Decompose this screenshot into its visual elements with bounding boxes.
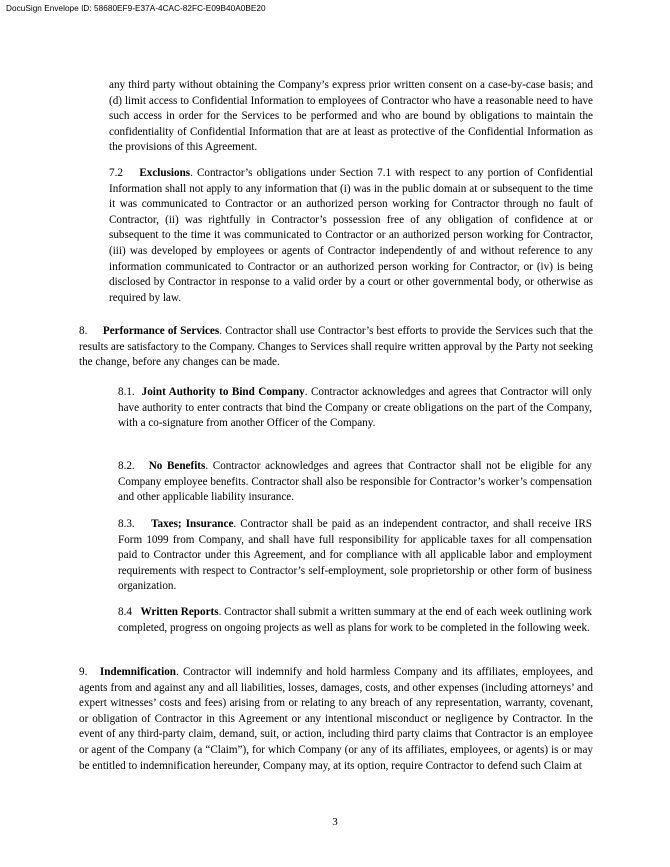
section-number: 8.3. [118,518,135,530]
paragraph-8-4-written-reports [118,605,592,636]
paragraph-8-3-taxes-insurance [118,517,592,595]
paragraph-text: . Contractor shall be paid as an independent contractor, and shall receive IRS Form 1099 from Company, and shall have full responsibility for applicable taxes for all compensation paid to Contractor under this Agreement, and for compliance with all applicable labor and employment requirements with respect to Contractor’s self-employment, sole proprietorship or other form of business organization. [118,518,592,593]
paragraph-text: . Contractor will indemnify and hold harmless Company and its affiliates, employees, and agents from and against any and all liabilities, losses, damages, costs, and other expenses (including attorneys’ and expert witnesses’ costs and fees) arising from or relating to any breach of any representation, warranty, covenant, or obligation of Contractor in this Agreement or any intentional misconduct or negligence by Contractor. In the event of any third-party claim, demand, suit, or action, including third party claims that Contractor is an employee or agent of the Company (a “Claim”), for which Company (or any of its affiliates, employees, or agents) is or may be entitled to indemnification hereunder, Company may, at its option, require Contractor to defend such Claim at [79,666,594,772]
paragraph-9-indemnification [79,665,593,774]
section-heading: Written Reports [140,606,219,618]
paragraph-text: . Contractor acknowledges and agrees that Contractor shall not be eligible for any Company employee benefits. Contractor shall also be responsible for Contractor’s worker’s compensation and other applicable liability insurance. [118,460,592,504]
paragraph-7-1-continuation [109,78,593,156]
page-number: 3 [332,816,338,828]
paragraph-text: . Contractor shall submit a written summary at the end of each week outlining work completed, progress on ongoing projects as well as plans for work to be completed in the following week. [118,606,593,634]
section-heading: Indemnification [99,666,176,678]
section-heading: Exclusions [139,167,191,179]
section-number: 9. [79,666,88,678]
section-heading: Performance of Services [102,325,220,337]
paragraph-text: any third party without obtaining the Company’s express prior written consent on a case-by-case basis; and (d) limit access to Confidential Information to employees of Contractor who have a reasonable need to have such access in order for the Services to be performed and who are bound by obligations to maintain the confidentiality of Confidential Information that are at least as protective of the Confidential Information as the provisions of this Agreement. [109,79,593,154]
section-number: 7.2 [109,167,123,179]
paragraph-8-performance-of-services [79,324,593,371]
section-number: 8.1. [118,386,135,398]
section-heading: Joint Authority to Bind Company [141,386,305,398]
section-number: 8. [79,325,88,337]
section-heading: No Benefits [148,460,206,472]
section-heading: Taxes; Insurance [151,518,234,530]
paragraph-8-1-joint-authority [118,385,592,432]
paragraph-text: . Contractor’s obligations under Section 7.1 with respect to any portion of Confidential Information shall not apply to any information that (i) was in the public domain at or subsequent to the time it was communicated to Contractor or an authorized person working for Contractor through no fault of Contractor, (ii) was rightfully in Contractor’s possession free of any obligation of confidence at or subsequent to the time it was communicated to Contractor or an authorized person working for Contractor, (iii) was developed by employees or agents of Contractor independently of and without reference to any information communicated to Contractor or an authorized person working for Contractor, or (iv) is being disclosed by Contractor in response to a valid order by a court or other governmental body, or otherwise as required by law. [109,167,594,304]
paragraph-text: . Contractor shall use Contractor’s best efforts to provide the Services such that the results are satisfactory to the Company. Changes to Services shall require written approval by the Party not seeking the change, before any changes can be made. [79,325,593,369]
paragraph-8-2-no-benefits [118,459,592,506]
paragraph-7-2-exclusions [109,166,593,306]
section-number: 8.4 [118,606,132,618]
paragraph-text: . Contractor acknowledges and agrees that Contractor will only have authority to enter contracts that bind the Company or create obligations on the part of the Company, with a co-signature from another Officer of the Company. [118,386,592,430]
docusign-envelope-id: DocuSign Envelope ID: 58680EF9-E37A-4CAC-82FC-E09B40A0BE20 [6,4,266,13]
section-number: 8.2. [118,460,135,472]
